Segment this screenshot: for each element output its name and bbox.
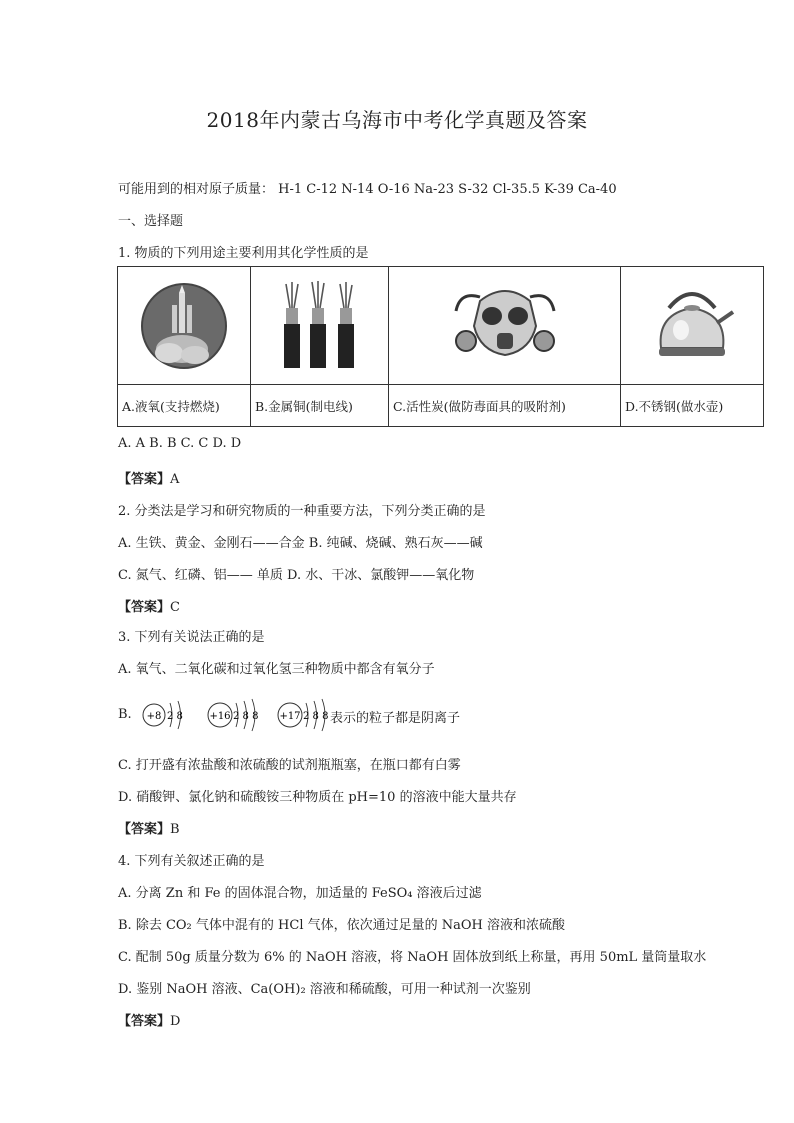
answer-label: 【答案】 (118, 600, 171, 615)
q1-caption-d: D.不锈钢(做水壶) (621, 385, 764, 427)
q4-option-d: D. 鉴别 NaOH 溶液、Ca(OH)₂ 溶液和稀硫酸，可用一种试剂一次鉴别 (118, 982, 531, 997)
q3-option-b-text: 表示的粒子都是阴离子 (330, 711, 461, 726)
q4-option-b: B. 除去 CO₂ 气体中混有的 HCl 气体，依次通过足量的 NaOH 溶液和浓硫酸 (118, 918, 565, 933)
q2-options-ab: A. 生铁、黄金、金刚石——合金 B. 纯碱、烧碱、熟石灰——碱 (118, 536, 483, 551)
q3-answer (118, 818, 180, 837)
answer-value: C (170, 600, 180, 615)
q1-stem: 1. 物质的下列用途主要利用其化学性质的是 (118, 246, 369, 261)
q3-option-c: C. 打开盛有浓盐酸和浓硫酸的试剂瓶瓶塞，在瓶口都有白雾 (118, 758, 461, 773)
atom-nucleus-label: +17 (279, 711, 301, 722)
rocket-image-cell (118, 267, 251, 385)
atom-shell-label: 2 8 8 (233, 711, 259, 722)
q3-option-d: D. 硝酸钾、氯化钠和硫酸铵三种物质在 pH=10 的溶液中能大量共存 (118, 790, 517, 805)
q2-stem: 2. 分类法是学习和研究物质的一种重要方法，下列分类正确的是 (118, 504, 486, 519)
q1-caption-a: A.液氧(支持燃烧) (118, 385, 251, 427)
answer-value: B (170, 822, 180, 837)
answer-label: 【答案】 (118, 822, 171, 837)
atomic-masses: 可能用到的相对原子质量： H-1 C-12 N-14 O-16 Na-23 S-32 Cl-35.5 K-39 Ca-40 (118, 182, 617, 197)
atom-nucleus-label: +16 (209, 711, 231, 722)
answer-value: D (170, 1014, 181, 1029)
gas-mask-image (450, 281, 560, 371)
q1-answer (118, 468, 179, 487)
atom-diagram-chlorine (278, 699, 328, 731)
copper-wire-image-cell (251, 267, 389, 385)
atom-diagram-sulfur (208, 699, 258, 731)
answer-label: 【答案】 (118, 472, 171, 487)
gas-mask-image-cell (389, 267, 621, 385)
q2-options-cd: C. 氮气、红磷、铝—— 单质 D. 水、干冰、氯酸钾——氧化物 (118, 568, 475, 583)
kettle-image (647, 278, 737, 373)
q4-option-c: C. 配制 50g 质量分数为 6% 的 NaOH 溶液，将 NaOH 固体放到纸上称量，再用 50mL 量筒量取水 (118, 950, 707, 965)
q2-answer (118, 596, 180, 615)
atom-shell-label: 2 8 8 (303, 711, 329, 722)
q1-caption-c: C.活性炭(做防毒面具的吸附剂) (389, 385, 621, 427)
q3-option-b-prefix: B. (118, 707, 132, 722)
rocket-launch-image (139, 281, 229, 371)
kettle-image-cell (621, 267, 764, 385)
page-title: 2018年内蒙古乌海市中考化学真题及答案 (206, 108, 588, 132)
q4-answer (118, 1010, 180, 1029)
q3-stem: 3. 下列有关说法正确的是 (118, 630, 265, 645)
q1-caption-b: B.金属铜(制电线) (251, 385, 389, 427)
copper-wire-image (270, 278, 370, 373)
section-heading: 一、选择题 (118, 214, 184, 229)
answer-value: A (170, 472, 180, 487)
q4-option-a: A. 分离 Zn 和 Fe 的固体混合物，加适量的 FeSO₄ 溶液后过滤 (118, 886, 482, 901)
atom-nucleus-label: +8 (146, 711, 162, 722)
q1-options-table (117, 266, 764, 427)
atom-diagram-oxygen (143, 701, 183, 729)
q4-stem: 4. 下列有关叙述正确的是 (118, 854, 265, 869)
q1-options: A. A B. B C. C D. D (118, 436, 242, 451)
atom-shell-label: 2 8 (167, 711, 183, 722)
q3-option-a: A. 氧气、二氧化碳和过氧化氢三种物质中都含有氧分子 (118, 662, 435, 677)
answer-label: 【答案】 (118, 1014, 171, 1029)
